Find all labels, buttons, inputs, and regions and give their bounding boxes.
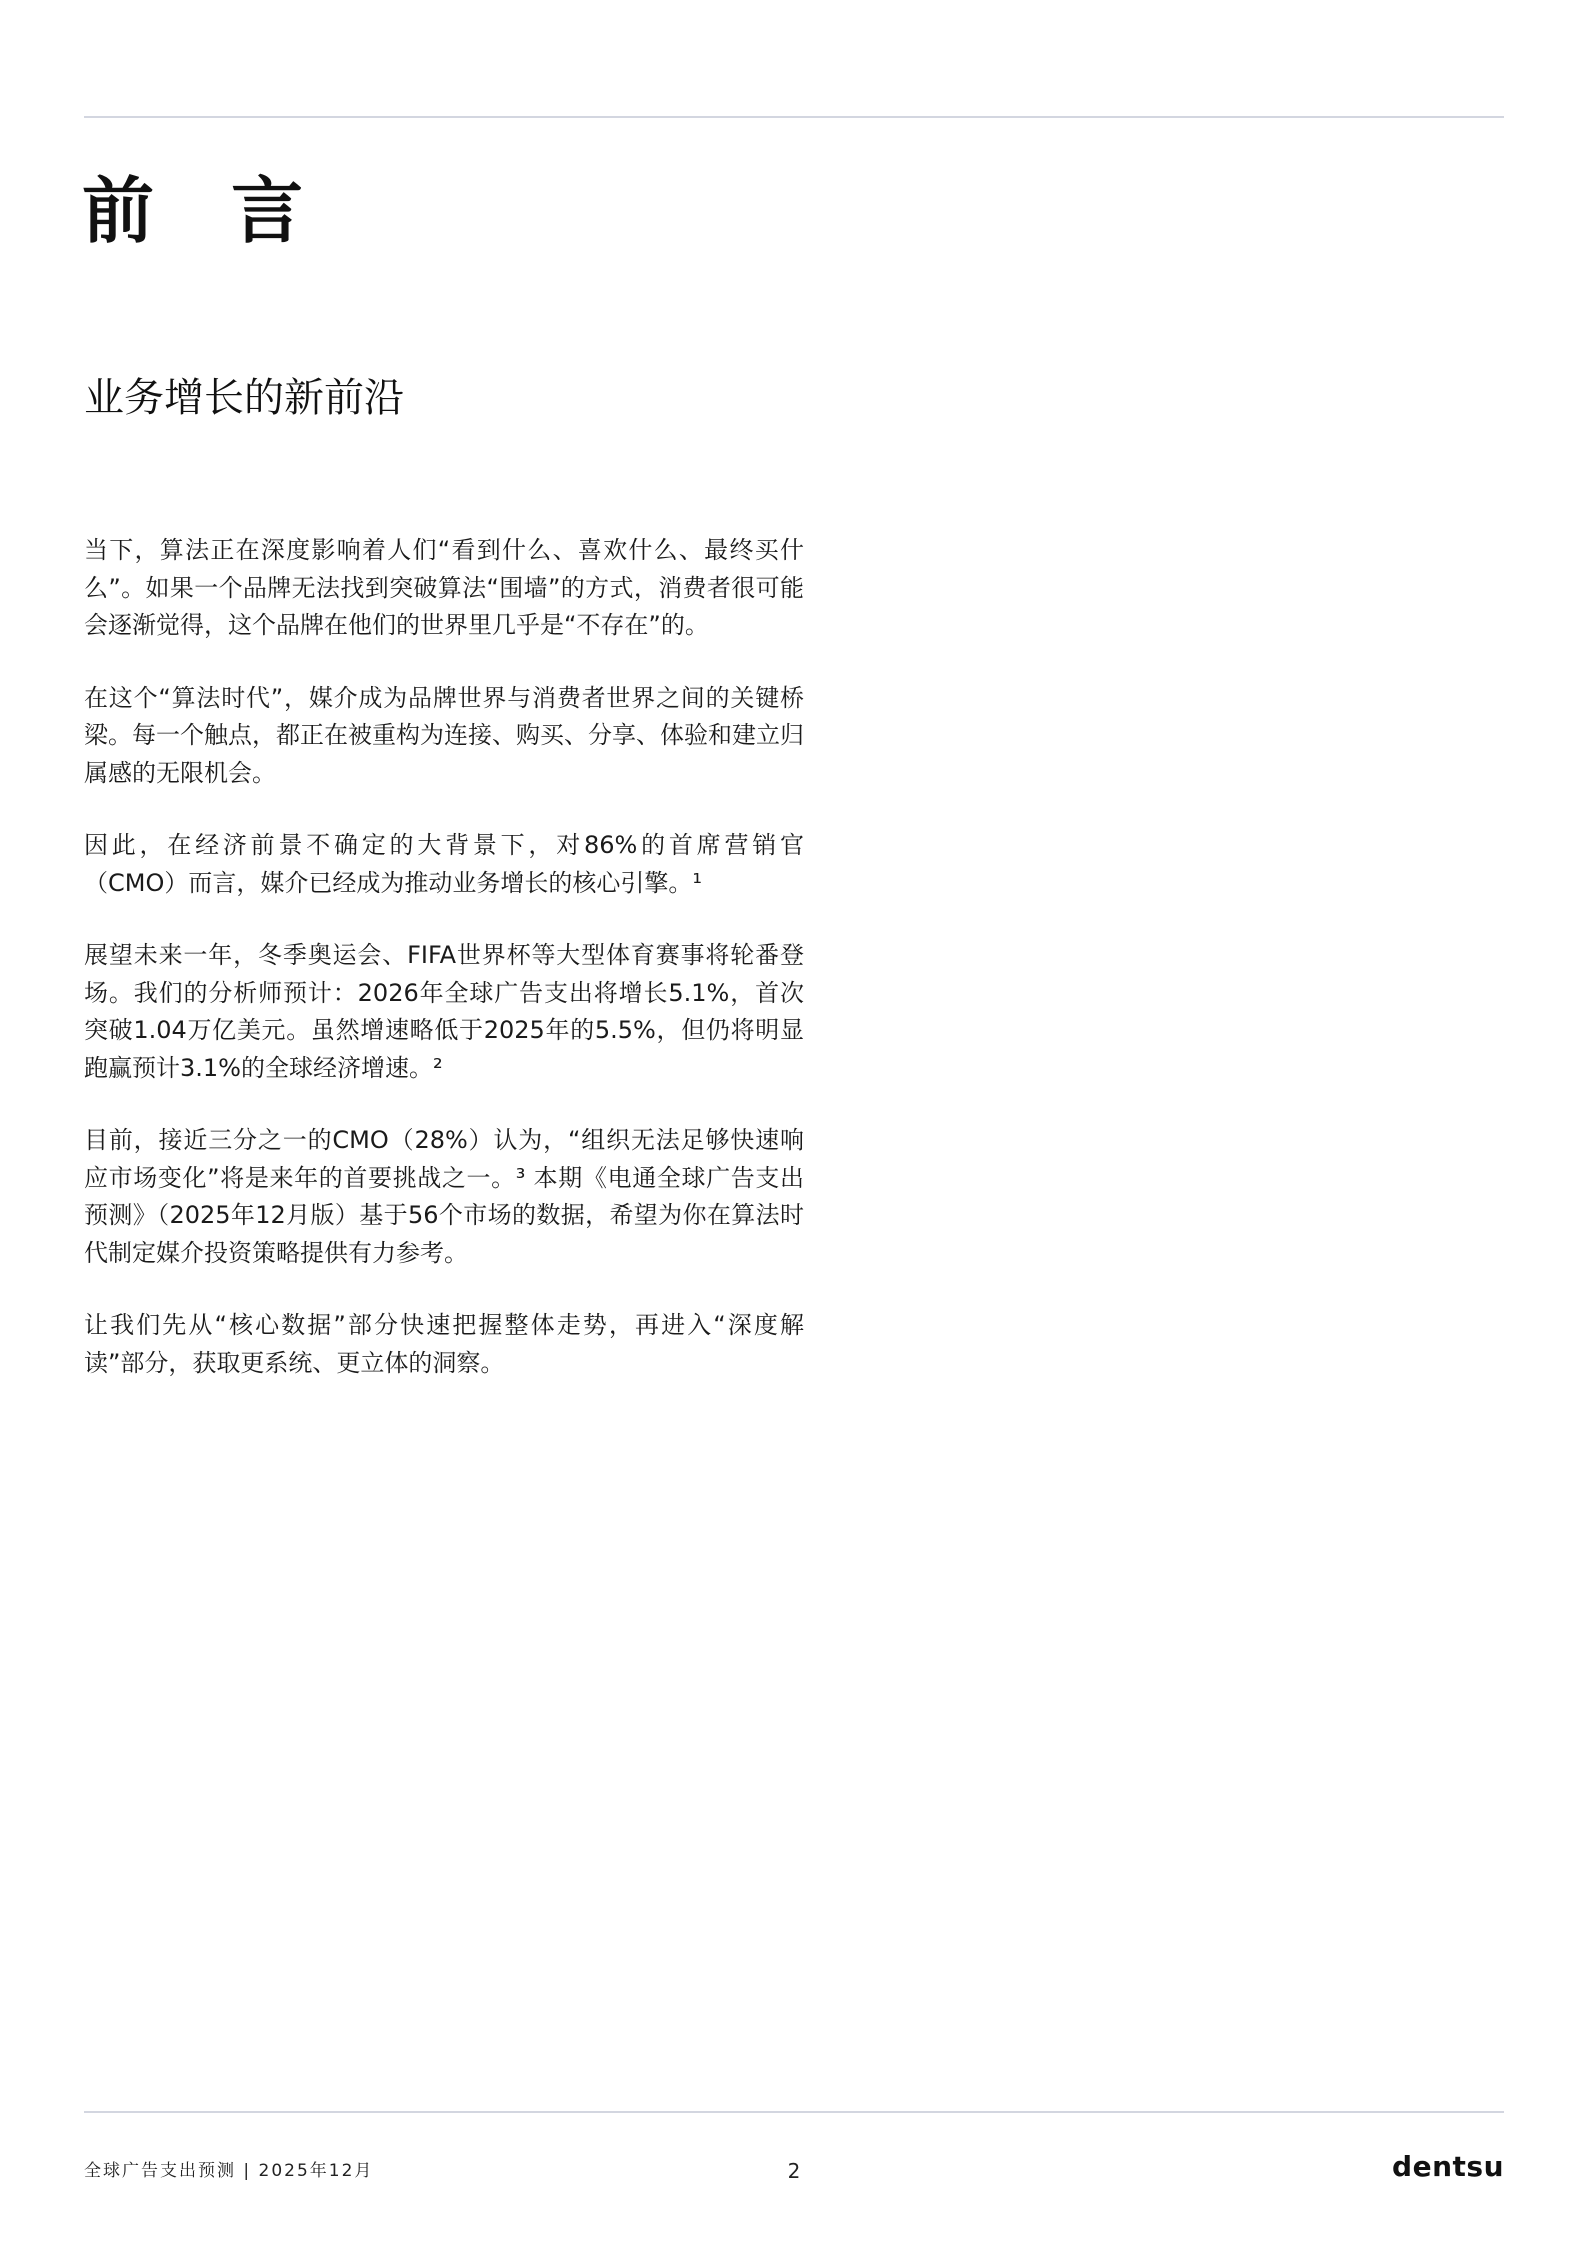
paragraph: 让我们先从“核心数据”部分快速把握整体走势，再进入“深度解读”部分，获取更系统、更立体的洞察。 [84,1311,804,1377]
paragraph: 当下，算法正在深度影响着人们“看到什么、喜欢什么、最终买什么”。如果一个品牌无法找到突破算法“围墙”的方式，消费者很可能会逐渐觉得，这个品牌在他们的世界里几乎是“不存在”的。 [84,536,804,639]
header-divider [84,116,1504,118]
paragraph: 在这个“算法时代”，媒介成为品牌世界与消费者世界之间的关键桥梁。每一个触点，都正在被重构为连接、购买、分享、体验和建立归属感的无限机会。 [84,683,804,787]
page-number: 2 [787,2159,801,2183]
paragraph: 因此，在经济前景不确定的大背景下，对86%的首席营销官（CMO）而言，媒介已经成为推动业务增长的核心引擎。¹ [84,831,804,897]
section-heading: 业务增长的新前沿 [84,375,404,421]
dentsu-logo: dentsu [1392,2150,1504,2183]
page-title: 前 言 [82,169,330,253]
body-text [84,532,804,1417]
paragraph: 展望未来一年，冬季奥运会、FIFA世界杯等大型体育赛事将轮番登场。我们的分析师预计：2026年全球广告支出将增长5.1%，首次突破1.04万亿美元。虽然增速略低于2025年的5.5%，但仍将明显跑赢预计3.1%的全球经济增速。² [84,941,804,1082]
paragraph: 目前，接近三分之一的CMO（28%）认为，“组织无法足够快速响应市场变化”将是来年的首要挑战之一。³ 本期《电通全球广告支出预测》（2025年12月版）基于56个市场的数据，希望为你在算法时代制定媒介投资策略提供有力参考。 [84,1126,804,1267]
footer-divider [84,2111,1504,2113]
footer-document-title: 全球广告支出预测 | 2025年12月 [84,2161,374,2181]
